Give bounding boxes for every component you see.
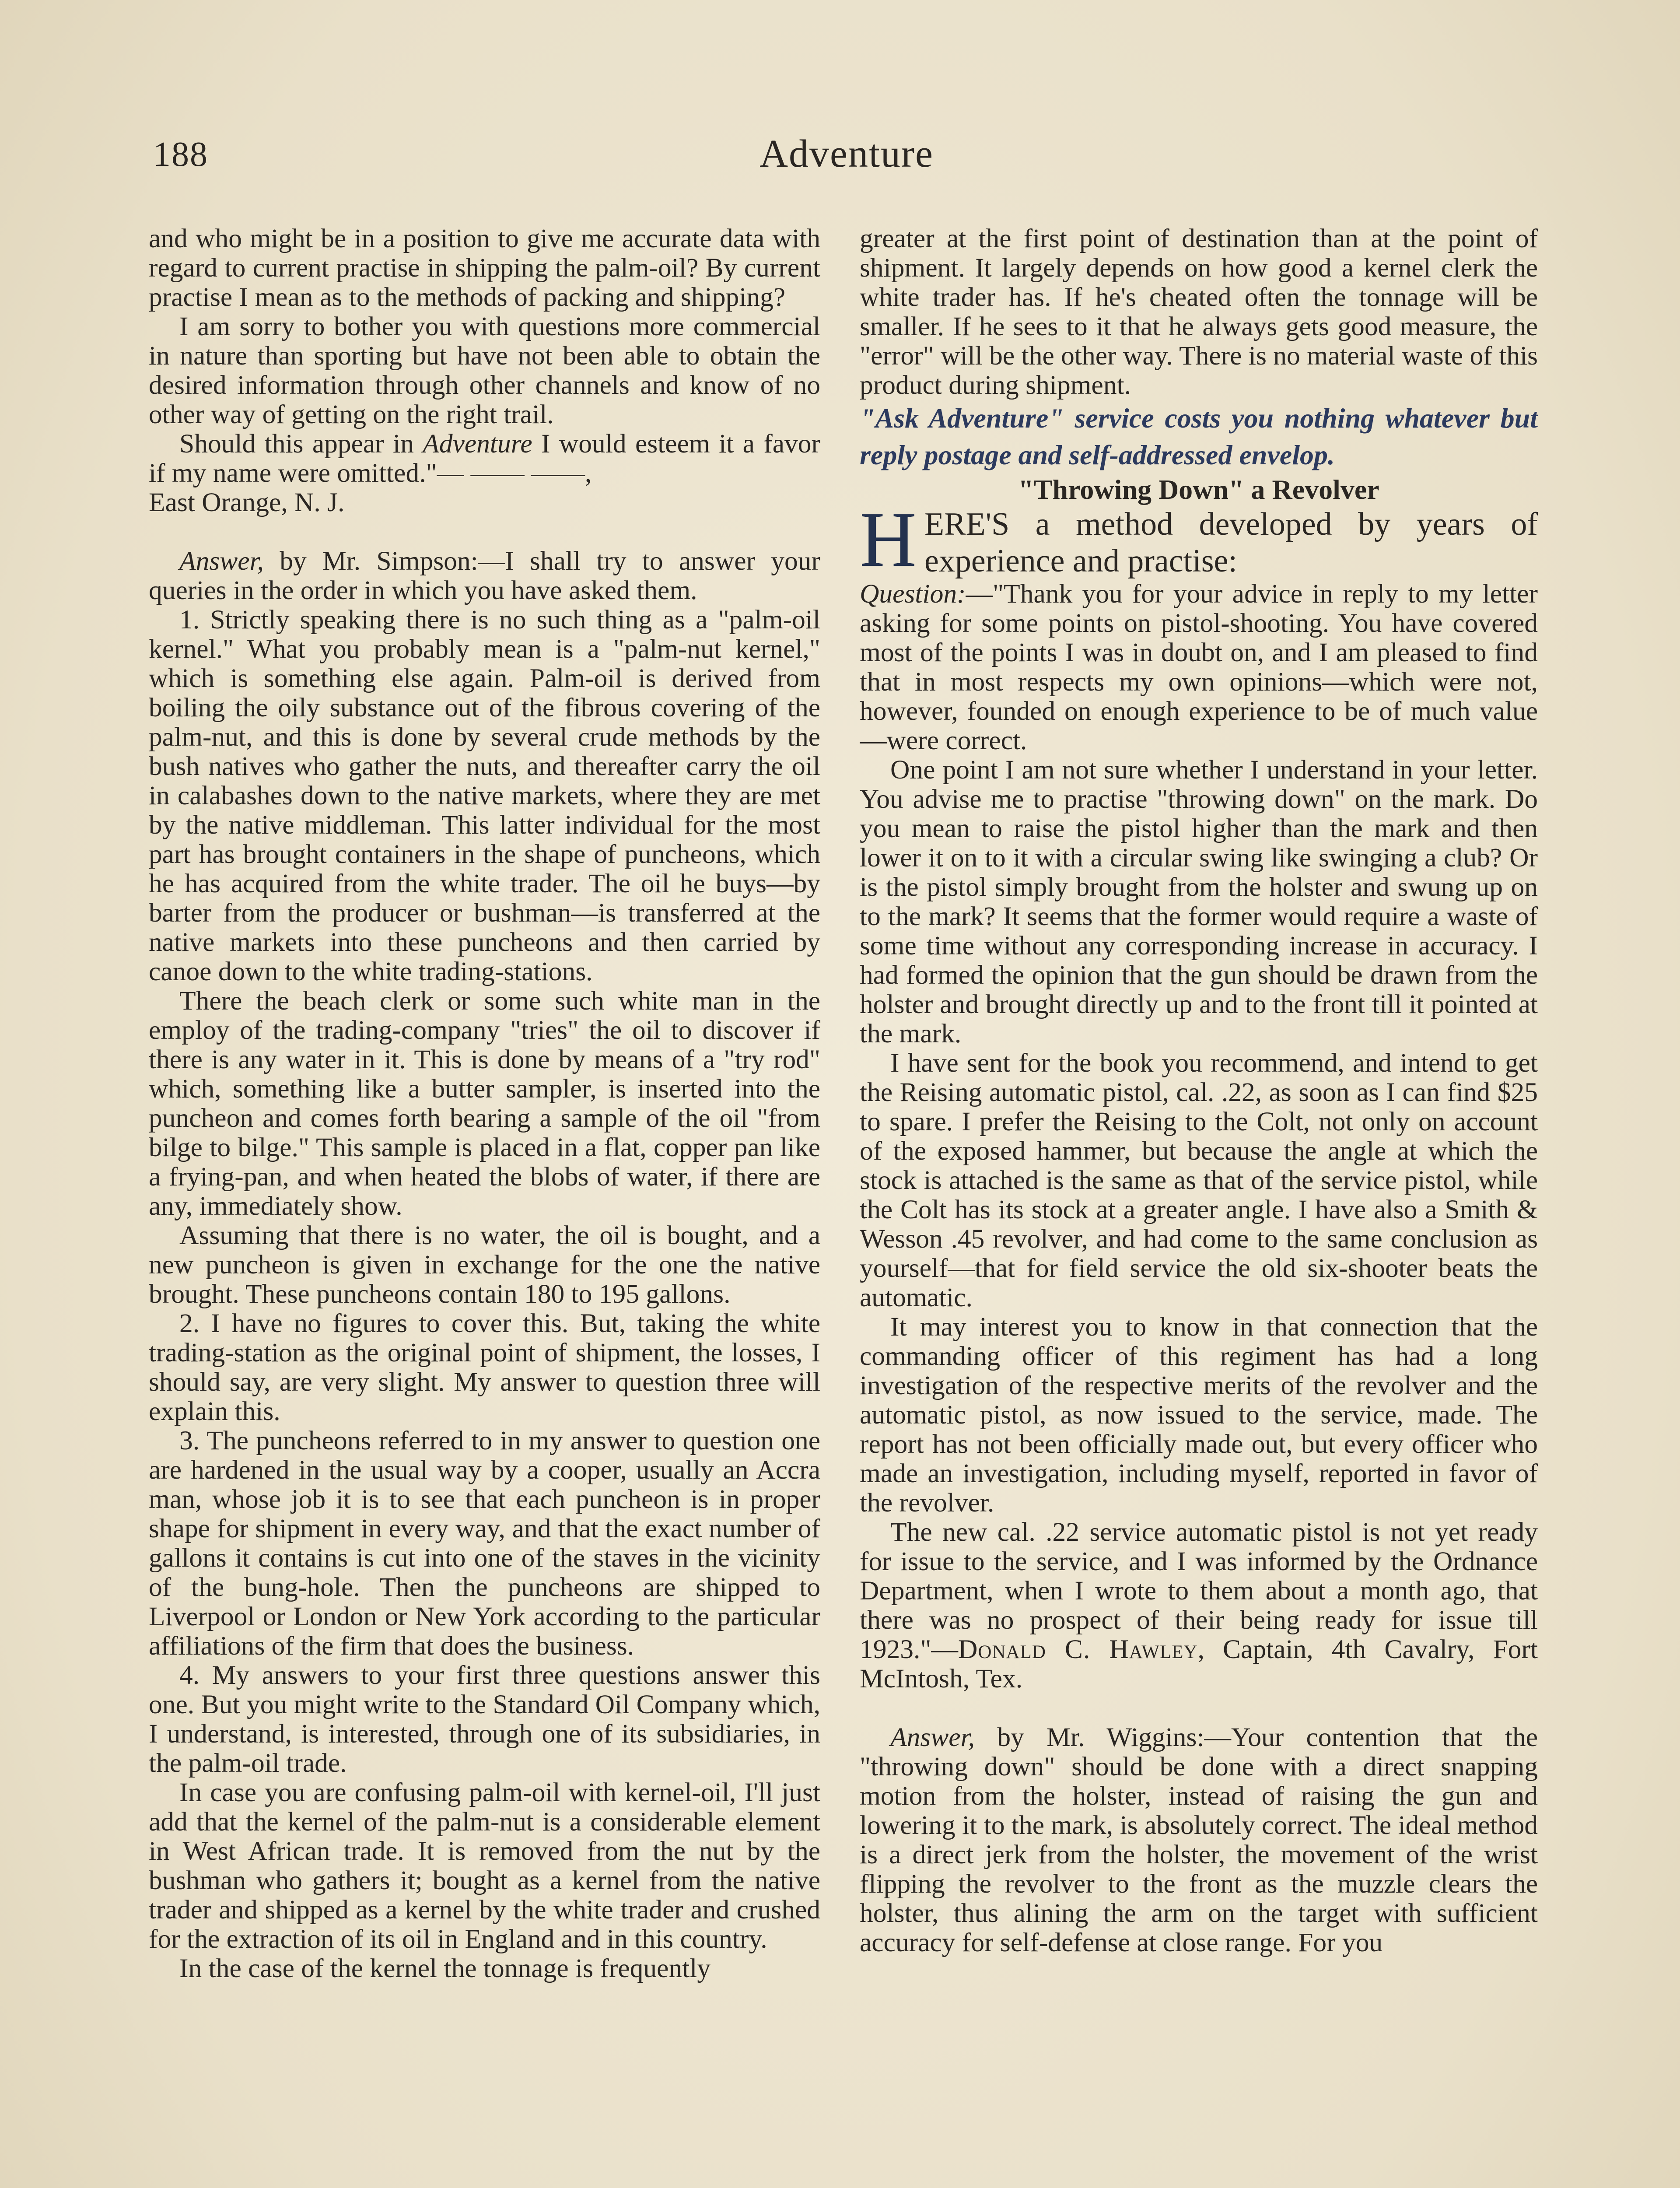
question-label: Question:: [860, 579, 966, 609]
text-run: by Mr. Simpson:—I shall try to answer your queries in the order in which you have asked them.: [149, 546, 820, 605]
text-run: by Mr. Wiggins:—Your contention that the "throwing down" should be done with a direct snapping motion from the holster, instead of raising the gun and lowering it to the mark, is absolutely correct. The ideal method is a direct jerk from the holster, the movement of the wrist flipping the revolver to the front as the muzzle clears the holster, thus alining the arm on the target with sufficient accuracy for self-defense at close range. For you: [860, 1722, 1538, 1957]
answer-paragraph: [149, 547, 820, 605]
running-title: Adventure: [760, 132, 934, 175]
answer-label: Answer,: [890, 1722, 975, 1752]
paragraph: greater at the first point of destination than at the point of shipment. It largely depends on how good a kernel clerk the white trader has. If he's cheated often the tonnage will be smaller. If he sees to it that he always gets good measure, the "error" will be the other way. There is no material waste of this product during shipment.: [860, 224, 1538, 400]
paragraph: There the beach clerk or some such white man in the employ of the trading-company "tries" the oil to discover if there is any water in it. This is done by means of a "try rod" which, something like a butter sampler, is inserted into the puncheon and comes forth bearing a sample of the oil "from bilge to bilge." This sample is placed in a flat, copper pan like a frying-pan, and when heated the blobs of water, if there are any, immediately show.: [149, 986, 820, 1221]
text-run: The new cal. .22 service automatic pistol is not yet ready for issue to the service, and I was informed by the Ordnance Department, when I wrote to them about a month ago, that there was no prospect of their being ready for issue till 1923."—: [860, 1517, 1538, 1664]
answer-paragraph: [860, 1723, 1538, 1957]
answer-label: Answer,: [179, 546, 264, 576]
paragraph: 4. My answers to your first three questions answer this one. But you might write to the Standard Oil Company which, I understand, is interested, through one of its subsidiaries, in the palm-oil trade.: [149, 1660, 820, 1778]
paragraph: One point I am not sure whether I understand in your letter. You advise me to practise "throwing down" on the mark. Do you mean to raise the pistol higher than the mark and then lower it on to it with a circular swing like swinging a club? Or is the pistol simply brought from the holster and swung up on to the mark? It seems that the former would require a waste of some time without any corresponding increase in accuracy. I had formed the opinion that the gun should be drawn from the holster and brought directly up and to the front till it pointed at the mark.: [860, 755, 1538, 1048]
paragraph: and who might be in a position to give me accurate data with regard to current practise in shipping the palm-oil? By current practise I mean as to the methods of packing and shipping?: [149, 224, 820, 312]
paragraph: 3. The puncheons referred to in my answer to question one are hardened in the usual way by a cooper, usually an Accra man, whose job it is to see that each puncheon is in proper shape for shipment in every way, and that the exact number of gallons it contains is cut into one of the staves in the vicinity of the bung-hole. Then the puncheons are shipped to Liverpool or London or New York according to the particular affiliations of the firm that does the business.: [149, 1426, 820, 1661]
magazine-name: Adventure: [423, 429, 532, 459]
text-run: —"Thank you for your advice in reply to my letter asking for some points on pistol-shooting. You have covered most of the points I was in doubt on, and I am pleased to find that in most respects my own opinions—which were not, however, founded on enough experience to be of much value—were correct.: [860, 579, 1538, 755]
service-notice: "Ask Adventure" service costs you nothing whatever but reply postage and self-addressed envelop.: [860, 403, 1538, 470]
paragraph: Assuming that there is no water, the oil is bought, and a new puncheon is given in exchange for the one the native brought. These puncheons contain 180 to 195 gallons.: [149, 1220, 820, 1309]
drop-cap: H: [860, 506, 917, 579]
letter-location: East Orange, N. J.: [149, 487, 345, 517]
paragraph: In the case of the kernel the tonnage is frequently: [179, 1953, 711, 1983]
paragraph: It may interest you to know in that connection that the commanding officer of this regiment has had a long investigation of the respective merits of the revolver and the automatic pistol, as now issued to the service, made. The report has not been officially made out, but every officer who made an investigation, including myself, reported in favor of the revolver.: [860, 1312, 1538, 1518]
paragraph: 2. I have no figures to cover this. But, taking the white trading-station as the original point of shipment, the losses, I should say, are very slight. My answer to question three will explain this.: [149, 1308, 820, 1426]
paragraph: In case you are confusing palm-oil with kernel-oil, I'll just add that the kernel of the palm-nut is a considerable element in West African trade. It is removed from the nut by the bushman who gathers it; bought as a kernel from the native trader and shipped as a kernel by the white trader and crushed for the extraction of its oil in England and in this country.: [149, 1778, 820, 1954]
paragraph: I have sent for the book you recommend, and intend to get the Reising automatic pistol, cal. .22, as soon as I can find $25 to spare. I prefer the Reising to the Colt, not only on account of the exposed hammer, but because the angle at which the stock is attached is the same as that of the service pistol, while the Colt has its stock at a greater angle. I have also a Smith & Wesson .45 revolver, and had come to the same conclusion as yourself—that for field service the old six-shooter beats the automatic.: [860, 1048, 1538, 1312]
section-intro: [860, 506, 1538, 579]
paragraph: [149, 429, 820, 488]
text-run: , Captain, 4th Cavalry, Fort McIntosh, Tex.: [860, 1634, 1538, 1694]
paragraph: [860, 1518, 1538, 1694]
text-run: Should this appear in: [179, 429, 423, 459]
right-column: [860, 224, 1538, 2188]
text-run: ERE'S a method developed by years of experience and practise:: [924, 506, 1538, 579]
question-paragraph: [860, 579, 1538, 755]
left-column: [149, 224, 820, 2188]
page-number: 188: [153, 135, 208, 174]
section-title: "Throwing Down" a Revolver: [1018, 474, 1379, 505]
paragraph: I am sorry to bother you with questions more commercial in nature than sporting but have not been able to obtain the desired information through other channels and know of no other way of getting on the right trail.: [149, 312, 820, 429]
text-run: I would esteem it a favor if my name were omitted."— —— ——,: [149, 429, 820, 488]
paragraph: 1. Strictly speaking there is no such thing as a "palm-oil kernel." What you probably mean is a "palm-nut kernel," which is something else again. Palm-oil is derived from boiling the oily substance out of the fibrous covering of the palm-nut, and this is done by several crude methods by the bush natives who gather the nuts, and thereafter carry the oil in calabashes down to the native markets, where they are met by the native middleman. This latter individual for the most part has brought containers in the shape of puncheons, which he has acquired from the white trader. The oil he buys—by barter from the producer or bushman—is transferred at the native markets into these puncheons and then carried by canoe down to the white trading-stations.: [149, 605, 820, 986]
page-header: [153, 127, 1540, 188]
signature-name: Donald C. Hawley: [958, 1634, 1198, 1664]
